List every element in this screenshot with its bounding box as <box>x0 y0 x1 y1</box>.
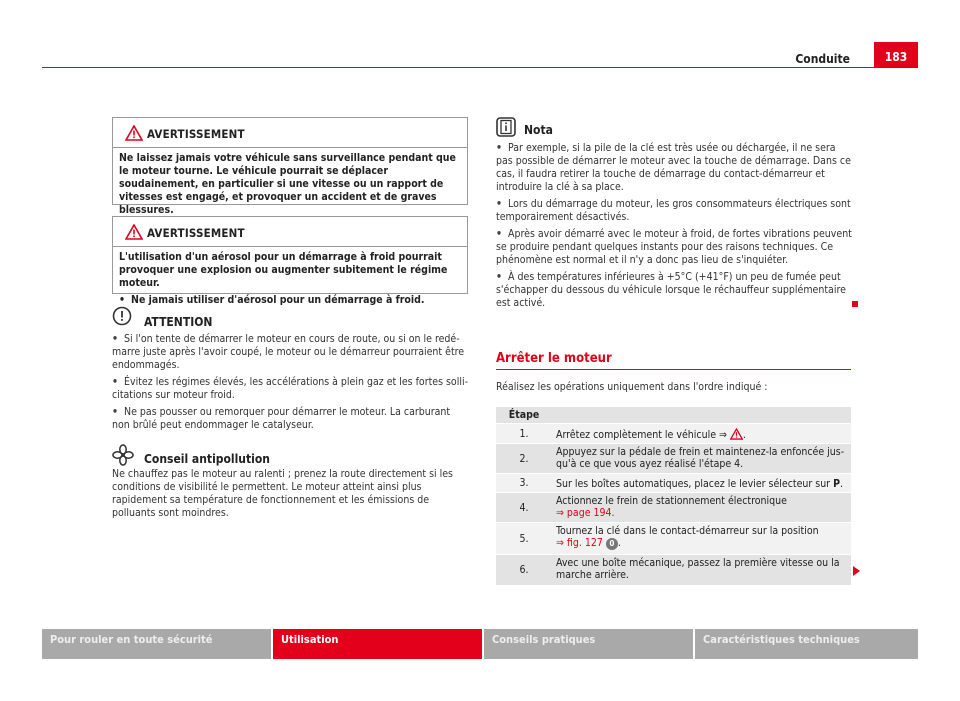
section-end-marker <box>852 301 858 307</box>
warning-1-title: AVERTISSEMENT <box>147 127 245 141</box>
header-rule <box>42 67 918 68</box>
table-row <box>496 555 851 585</box>
step-number: 6. <box>496 555 552 585</box>
warning-2-bullet: Ne jamais utiliser d'aérosol pour un démarrage à froid. <box>131 294 425 306</box>
attention-bullet-1: • Si l'on tente de démarrer le moteur en cours de route, ou si on le redémarre juste après l'avoir coupé, le moteur ou le démarreur pourraient être endommagés. <box>112 333 465 371</box>
stop-engine-intro: Réalisez les opérations uniquement dans l'ordre indiqué : <box>496 381 768 393</box>
warning-box-2 <box>112 216 468 306</box>
step-number: 3. <box>496 474 552 493</box>
pollution-title: Conseil antipollution <box>144 452 270 466</box>
pollution-section <box>112 453 468 520</box>
table-row <box>496 523 851 555</box>
warning-triangle-icon <box>125 224 143 240</box>
warning-triangle-icon[interactable] <box>730 428 743 440</box>
page-number: 183 <box>874 42 918 68</box>
step-number: 2. <box>496 444 552 474</box>
step-text: Arrêtez complètement le véhicule ⇒ . <box>552 424 851 444</box>
attention-section <box>112 316 468 432</box>
attention-bullet-3: • Ne pas pousser ou remorquer pour démarrer le moteur. La carburant non brûlé peut endommager le catalyseur. <box>112 406 451 431</box>
table-row <box>496 424 851 444</box>
nota-bullet-2: • Lors du démarrage du moteur, les gros consommateurs électriques sont temporairement désactivés. <box>496 198 851 223</box>
step-text: Avec une boîte mécanique, passez la première vitesse ou la marche arrière. <box>552 555 851 585</box>
position-circle: 0 <box>606 538 618 550</box>
table-row <box>496 474 851 493</box>
attention-bullet-2: • Évitez les régimes élevés, les accélérations à plein gaz et les fortes sollicitations sur moteur froid. <box>112 376 469 401</box>
warning-2-bullet-item: • Ne jamais utiliser d'aérosol pour un démarrage à froid. <box>119 294 425 306</box>
nota-section <box>496 124 852 310</box>
step-number: 1. <box>496 424 552 444</box>
nota-title: Nota <box>524 123 553 137</box>
step-number: 4. <box>496 493 552 523</box>
pollution-text: Ne chauffez pas le moteur au ralenti ; prenez la route directement si les conditions de visibilité le permettent. Le moteur atteint ainsi plus rapidement sa température de fonctionnement et les émissions de polluants sont moindres. <box>112 468 453 519</box>
table-row <box>496 493 851 523</box>
nota-bullet-3: • Après avoir démarré avec le moteur à froid, de fortes vibrations peuvent se produire pendant quelques instants pour des raisons techniques. Ce phénomène est normal et il n'y a donc pas lieu de s'inquiéter. <box>496 228 852 266</box>
warning-triangle-icon <box>125 125 143 141</box>
warning-2-title: AVERTISSEMENT <box>147 226 245 240</box>
header-title: Conduite <box>795 52 850 66</box>
step-number: 5. <box>496 523 552 555</box>
step-text: Tournez la clé dans le contact-démarreur sur la position ⇒ fig. 127 0 . <box>552 523 851 555</box>
footer-tab-specs[interactable]: Caractéristiques techniques <box>695 629 918 659</box>
page-link[interactable]: ⇒ page 194. <box>556 507 615 519</box>
footer-tab-safety[interactable]: Pour rouler en toute sécurité <box>42 629 271 659</box>
stop-engine-rule <box>496 369 851 370</box>
step-column-header: Étape <box>496 407 552 424</box>
stop-engine-heading: Arrêter le moteur <box>496 351 612 366</box>
attention-title: ATTENTION <box>144 315 213 329</box>
warning-1-text: Ne laissez jamais votre véhicule sans surveillance pendant que le moteur tourne. Le véhicule pourrait se déplacer soudainement, en particulier si une vitesse ou un rapport de vitesses est engagé, et provoquer un accident et de graves blessures. <box>119 152 456 216</box>
warning-box-1 <box>112 117 468 216</box>
table-row <box>496 444 851 474</box>
footer-tab-tips[interactable]: Conseils pratiques <box>484 629 693 659</box>
footer-tab-usage[interactable]: Utilisation <box>273 629 482 659</box>
nota-bullet-1: • Par exemple, si la pile de la clé est très usée ou déchargée, il ne sera pas possible de démarrer le moteur avec la touche de démarrage. Dans ce cas, il faudra retirer la touche de démarrage du contact-démarreur et introduire la clé à sa place. <box>496 142 851 193</box>
continue-arrow-icon <box>853 566 860 576</box>
table-header-row <box>496 407 851 424</box>
step-text: Sur les boîtes automatiques, placez le levier sélecteur sur P. <box>552 474 851 493</box>
nota-bullet-4: • À des températures inférieures à +5°C (+41°F) un peu de fumée peut s'échapper du dessous du véhicule lorsque le réchauffeur supplémentaire est activé. <box>496 271 846 309</box>
warning-2-text: L'utilisation d'un aérosol pour un démarrage à froid pourrait provoquer une explosion ou augmenter subitement le régime moteur. <box>119 251 448 289</box>
steps-table <box>496 406 851 585</box>
figure-link[interactable]: ⇒ fig. 127 <box>556 537 603 549</box>
step-text: Actionnez le frein de stationnement électronique ⇒ page 194. <box>552 493 851 523</box>
step-text: Appuyez sur la pédale de frein et maintenez-la enfoncée jusqu'à ce que vous ayez réalisé l'étape 4. <box>552 444 851 474</box>
